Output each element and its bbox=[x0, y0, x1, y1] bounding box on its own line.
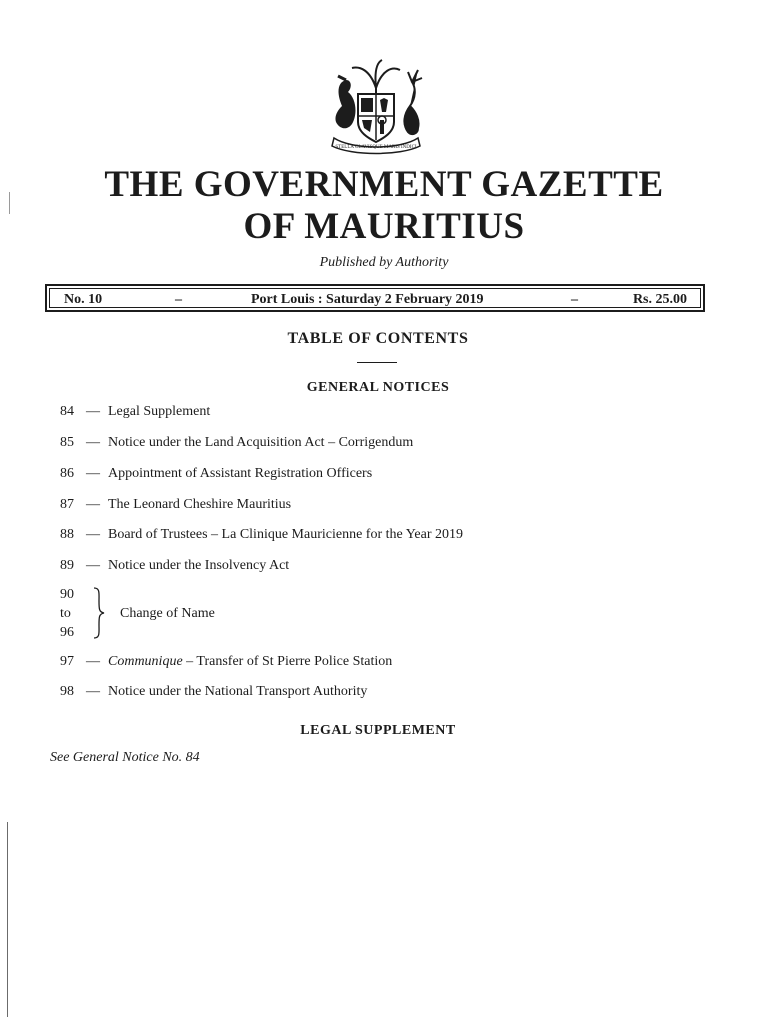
entry-dash: — bbox=[86, 654, 100, 669]
toc-entry bbox=[60, 654, 392, 670]
issue-number: No. 10 bbox=[64, 292, 103, 307]
scan-margin-mark bbox=[9, 192, 10, 214]
range-end-number: 96 bbox=[60, 625, 74, 640]
issue-banner bbox=[45, 284, 705, 312]
issue-price: Rs. 25.00 bbox=[632, 292, 687, 307]
notice-title: The Leonard Cheshire Mauritius bbox=[108, 497, 292, 512]
scan-margin-line bbox=[7, 822, 8, 1017]
entry-dash: — bbox=[86, 558, 100, 573]
published-by-authority: Published by Authority bbox=[319, 255, 449, 270]
notice-title: Change of Name bbox=[120, 606, 215, 621]
notice-number: 87 bbox=[60, 497, 74, 512]
toc-entry bbox=[60, 466, 372, 482]
notice-title: Notice under the Land Acquisition Act – Corrigendum bbox=[108, 435, 414, 450]
legal-supplement-note: See General Notice No. 84 bbox=[50, 750, 200, 765]
toc-entry bbox=[60, 435, 413, 451]
toc-range-entry bbox=[60, 587, 360, 643]
right-brace-icon bbox=[92, 587, 106, 639]
notice-title: – Transfer of St Pierre Police Station bbox=[186, 654, 393, 669]
coat-of-arms-icon bbox=[312, 58, 440, 158]
toc-entry bbox=[60, 527, 463, 543]
general-notices-heading: GENERAL NOTICES bbox=[306, 380, 450, 395]
notice-title: Appointment of Assistant Registration Officers bbox=[108, 466, 373, 481]
range-start-number: 90 bbox=[60, 587, 74, 602]
crest-motto: STELLA CLAVISQUE MARIS INDICI bbox=[335, 145, 417, 150]
notice-number: 85 bbox=[60, 435, 74, 450]
entry-dash: — bbox=[86, 684, 100, 699]
legal-supplement-heading: LEGAL SUPPLEMENT bbox=[300, 723, 456, 738]
gazette-title: THE GOVERNMENT GAZETTE bbox=[104, 164, 664, 205]
notice-title: Notice under the Insolvency Act bbox=[108, 558, 290, 573]
notice-number: 88 bbox=[60, 527, 74, 542]
toc-entry bbox=[60, 558, 289, 574]
notice-number: 89 bbox=[60, 558, 74, 573]
entry-dash: — bbox=[86, 435, 100, 450]
notice-title-italic: Communique bbox=[108, 654, 183, 669]
toc-divider bbox=[357, 362, 397, 363]
toc-entry bbox=[60, 404, 210, 420]
issue-place-date: Port Louis : Saturday 2 February 2019 bbox=[251, 292, 484, 307]
notice-title: Board of Trustees – La Clinique Mauricienne for the Year 2019 bbox=[108, 527, 463, 542]
range-to-word: to bbox=[60, 606, 71, 621]
issue-separator: – bbox=[175, 292, 182, 307]
toc-title: TABLE OF CONTENTS bbox=[287, 330, 469, 347]
entry-dash: — bbox=[86, 404, 100, 419]
gazette-title-country: OF MAURITIUS bbox=[243, 206, 525, 247]
notice-number: 84 bbox=[60, 404, 74, 419]
toc-entry bbox=[60, 684, 367, 700]
entry-dash: — bbox=[86, 497, 100, 512]
entry-dash: — bbox=[86, 527, 100, 542]
toc-entry bbox=[60, 497, 291, 513]
notice-number: 97 bbox=[60, 654, 74, 669]
notice-title: Notice under the National Transport Authority bbox=[108, 684, 368, 699]
entry-dash: — bbox=[86, 466, 100, 481]
notice-number: 86 bbox=[60, 466, 74, 481]
notice-number: 98 bbox=[60, 684, 74, 699]
notice-title: Legal Supplement bbox=[108, 404, 211, 419]
issue-separator: – bbox=[571, 292, 578, 307]
